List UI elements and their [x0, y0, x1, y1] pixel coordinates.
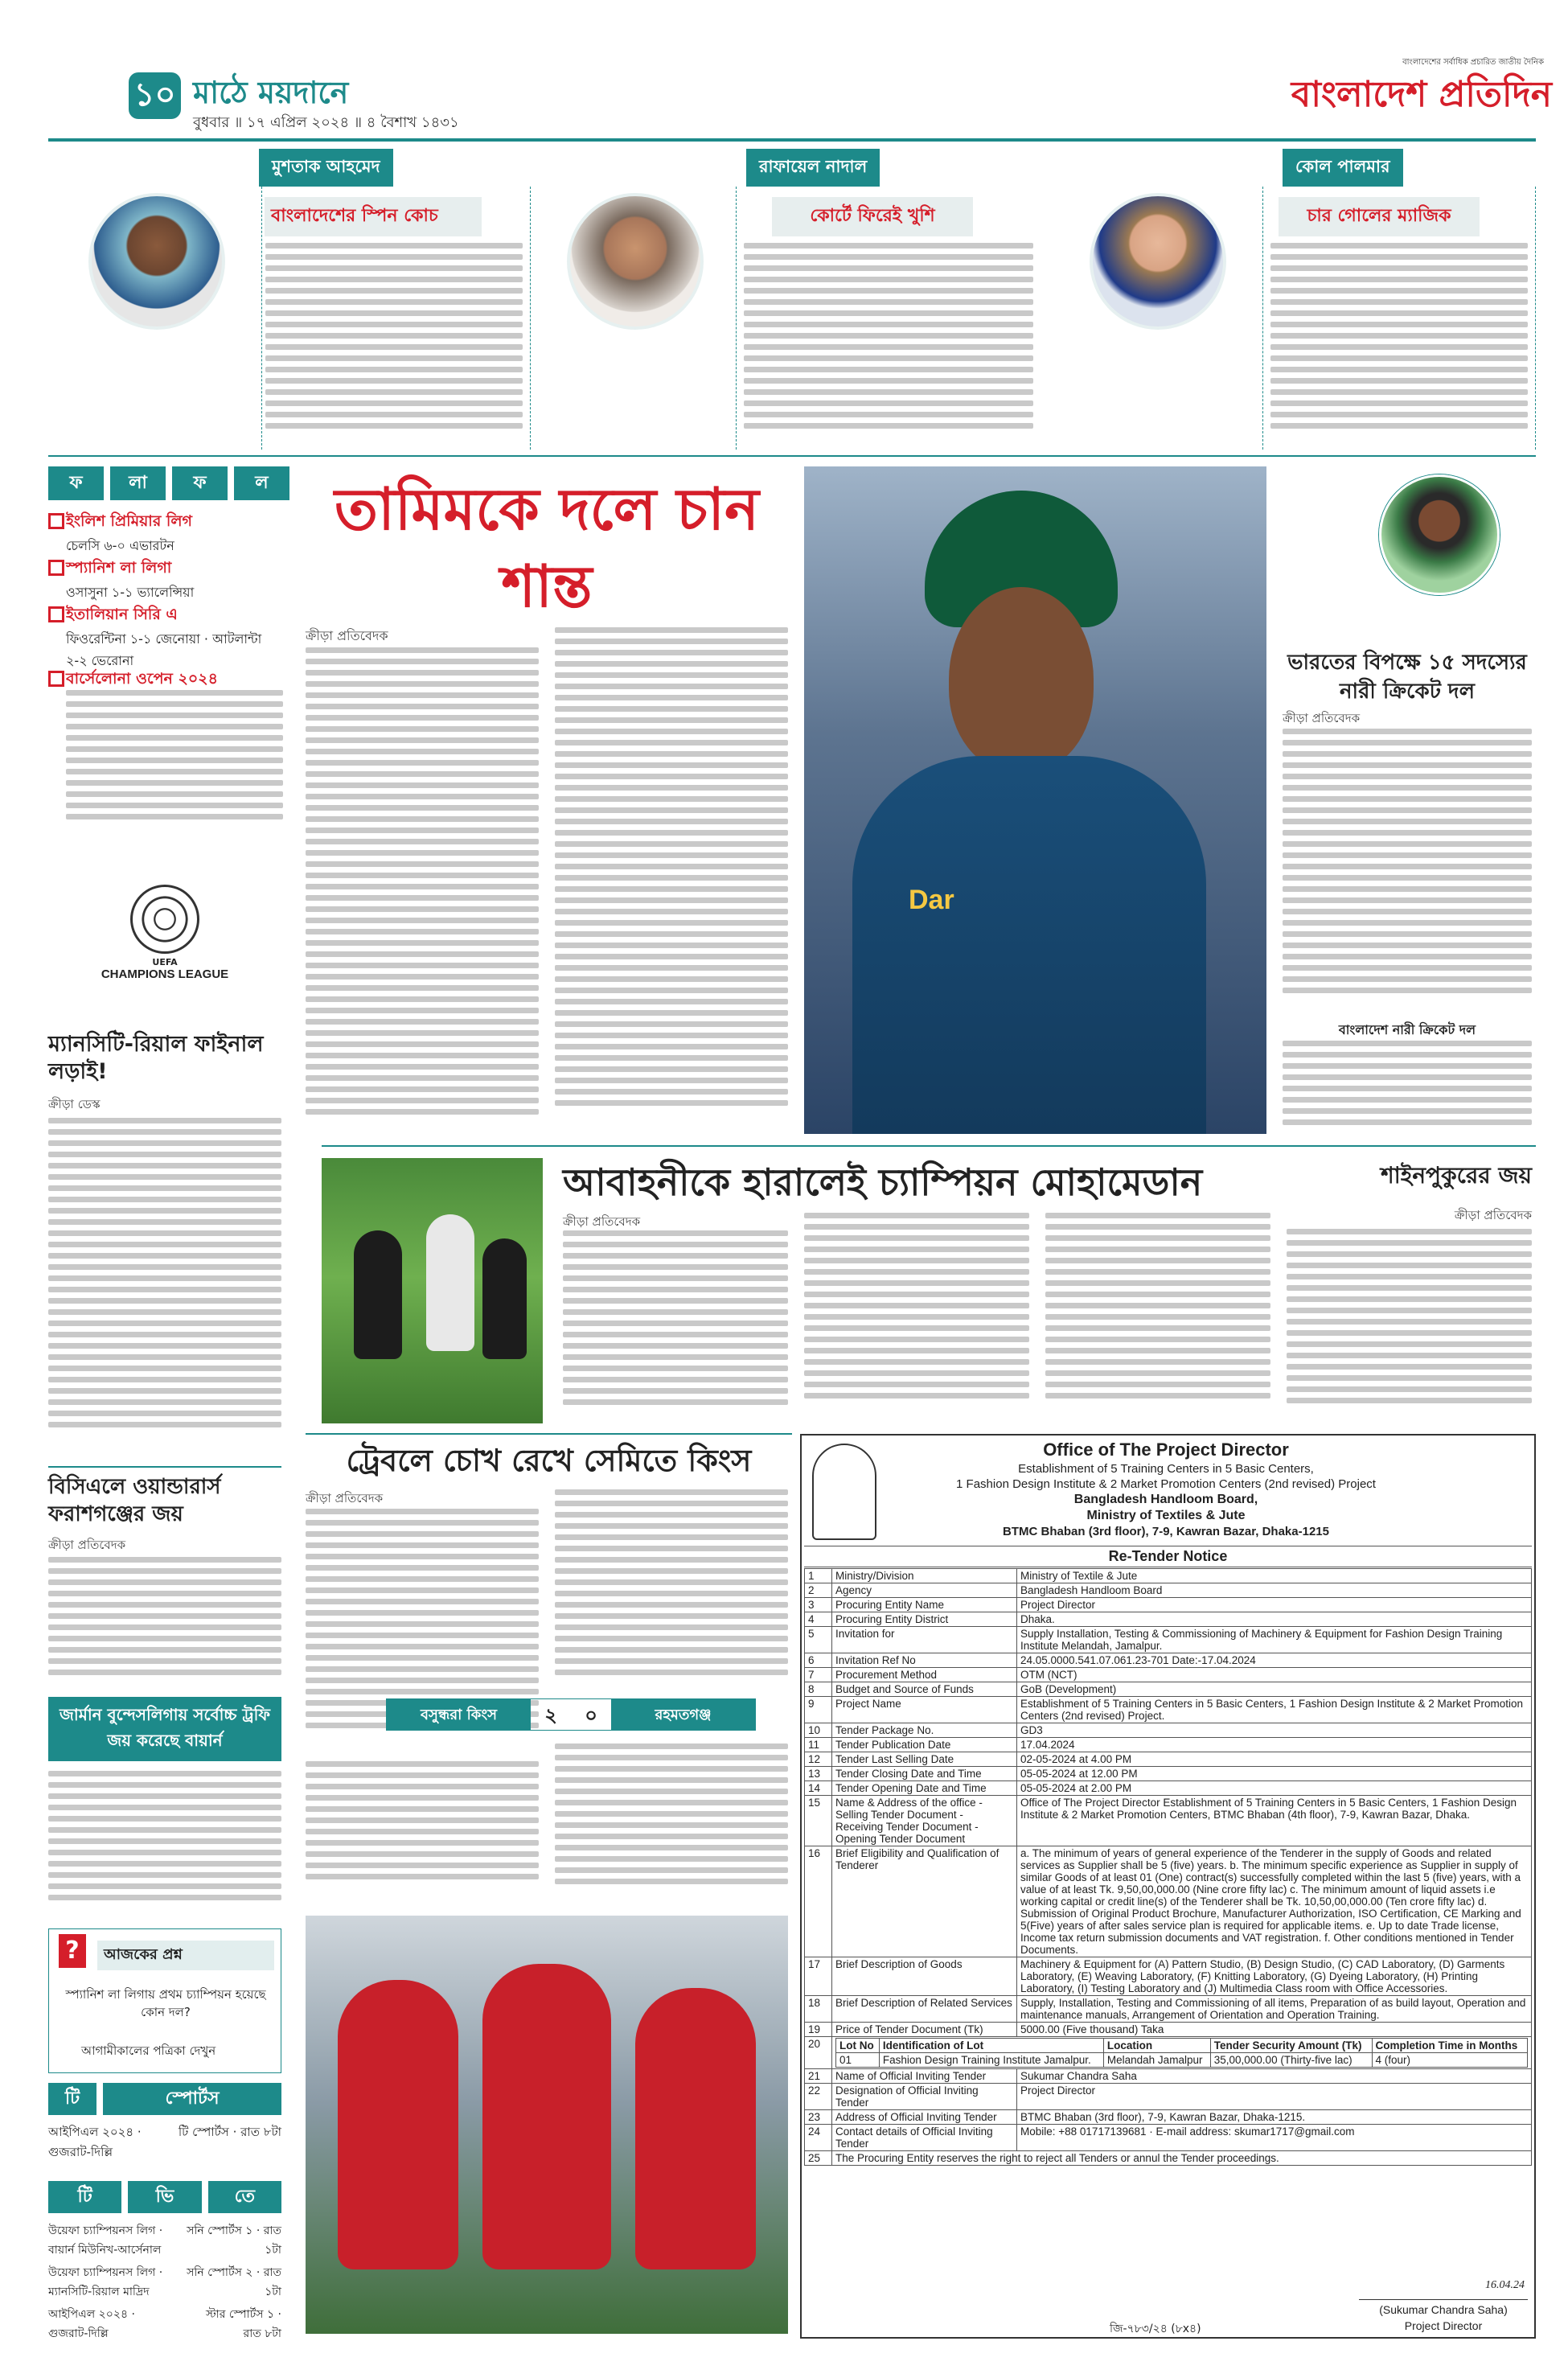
tender-lot-row: [836, 2053, 1528, 2068]
question-icon: ?: [59, 1934, 86, 1968]
result-score: ওসাসুনা ১-১ ভ্যালেন্সিয়া: [66, 585, 195, 600]
kings-headline: ট্রেবলে চোখ রেখে সেমিতে কিংস: [346, 1443, 752, 1478]
tender-row-label: Invitation for: [832, 1627, 1017, 1653]
tender-row-number: 14: [805, 1781, 832, 1796]
result-epl: [48, 510, 281, 557]
tender-row-number: 25: [805, 2151, 832, 2166]
tender-row-label: Project Name: [832, 1697, 1017, 1723]
women-headline: ভারতের বিপক্ষে ১৫ সদস্যের নারী ক্রিকেট দল: [1287, 651, 1527, 704]
tender-row: [805, 1846, 1532, 1957]
header: [48, 40, 1552, 153]
tender-row: [805, 1796, 1532, 1846]
question-text: স্প্যানিশ লা লিগায় প্রথম চ্যাম্পিয়ন হয়েছে কোন দল?: [65, 1987, 266, 2019]
sidebar-rule-1: [48, 1466, 281, 1468]
tender-row-label: Tender Package No.: [832, 1723, 1017, 1738]
bayern-body: [48, 1771, 281, 1916]
bcl-headline: বিসিএলে ওয়ান্ডারার্স ফরাশগঞ্জের জয়: [48, 1475, 221, 1526]
tender-row-label: Tender Opening Date and Time: [832, 1781, 1017, 1796]
tender-row-value: 05-05-2024 at 2.00 PM: [1017, 1781, 1532, 1796]
tender-row-number: 4: [805, 1612, 832, 1627]
tv-channel: সনি স্পোর্টস ১ · রাত ১টা: [187, 2224, 281, 2257]
profile-body-palmer: [1270, 243, 1528, 444]
tender-row-label: Name of Official Inviting Tender: [832, 2069, 1017, 2084]
tv-title-0: টি: [48, 2181, 121, 2213]
tender-row-label: Procurement Method: [832, 1668, 1017, 1682]
score-home-team: বসুন্ধরা কিংস: [387, 1699, 531, 1730]
tender-row-label: Tender Publication Date: [832, 1738, 1017, 1752]
tender-row-value: 17.04.2024: [1017, 1738, 1532, 1752]
tender-row-label: Contact details of Official Inviting Tender: [832, 2125, 1017, 2151]
tender-row-label: Brief Description of Goods: [832, 1957, 1017, 1996]
player-jersey: [852, 756, 1206, 1134]
ucl-byline: ক্রীড়া ডেস্ক: [48, 1097, 101, 1111]
mohammedan-photo: [322, 1158, 543, 1423]
profile-photo-nadal: [567, 193, 704, 330]
score-away-team: রহমতগঞ্জ: [611, 1699, 755, 1730]
tender-row-value: Supply, Installation, Testing and Commissioning of all items, Preparation of as build layout, Operation and maintenance manuals, Arrangement of Orientation and Operation Training.: [1017, 1996, 1532, 2023]
tv-row-2: [48, 2305, 281, 2343]
tender-row-number: 8: [805, 1682, 832, 1697]
tender-row-label: Tender Last Selling Date: [832, 1752, 1017, 1767]
tv-title-2: তে: [208, 2181, 281, 2213]
tender-row: [805, 1752, 1532, 1767]
women-squad-list: [1283, 1041, 1532, 1134]
women-player-photo: [1379, 474, 1500, 595]
profile-tag-nadal: রাফায়েল নাদাল: [746, 149, 880, 187]
mohammedan-headline: আবাহনীকে হারালেই চ্যাম্পিয়ন মোহামেডান: [563, 1160, 1203, 1204]
tender-row-number: 10: [805, 1723, 832, 1738]
tender-row-label: Brief Description of Related Services: [832, 1996, 1017, 2023]
tender-lot-head-loc: Location: [1103, 2039, 1210, 2053]
results-title-0: ফ: [48, 466, 104, 500]
mohammedan-byline: ক্রীড়া প্রতিবেদক: [563, 1214, 641, 1229]
tsports-title-bar: [48, 2083, 281, 2115]
tender-lot-sec: 35,00,000.00 (Thirty-five lac): [1210, 2053, 1372, 2068]
tender-row-value: Establishment of 5 Training Centers in 5 Basic Centers, 1 Fashion Design Institute & 2 Market Promotion Centers (2nd revised) Project.: [1017, 1697, 1532, 1723]
tender-row-value: GD3: [1017, 1723, 1532, 1738]
tender-lot-head-sec: Tender Security Amount (Tk): [1210, 2039, 1372, 2053]
tender-row-label: Ministry/Division: [832, 1569, 1017, 1583]
tender-row-value: Sukumar Chandra Saha: [1017, 2069, 1532, 2084]
result-score: ফিওরেন্টিনা ১-১ জেনোয়া · আটলান্টা ২-২ ভেরোনা: [66, 631, 262, 668]
tender-row: [805, 1668, 1532, 1682]
tender-row-number: 24: [805, 2125, 832, 2151]
tender-row-value: Ministry of Textile & Jute: [1017, 1569, 1532, 1583]
player-figure-3: [482, 1238, 527, 1359]
tender-row: [805, 1957, 1532, 1996]
tender-row-number: 23: [805, 2110, 832, 2125]
tender-row-number: 18: [805, 1996, 832, 2023]
tender-row: [805, 1627, 1532, 1653]
tsports-title-0: টি: [48, 2083, 96, 2115]
tender-row: [805, 2023, 1532, 2037]
tender-ad-code: জি-৭৮৩/২৪ (৮x৪): [1110, 2323, 1201, 2335]
result-league: ইতালিয়ান সিরি এ: [48, 603, 281, 629]
result-seriea: [48, 603, 281, 672]
profile-photo-mushtaq: [88, 193, 225, 330]
tender-row-number: 13: [805, 1767, 832, 1781]
tender-row-label: Address of Official Inviting Tender: [832, 2110, 1017, 2125]
tender-row-label: Procuring Entity Name: [832, 1598, 1017, 1612]
player-figure-2: [426, 1214, 474, 1351]
tender-row-number: 19: [805, 2023, 832, 2037]
tender-table: [804, 1568, 1532, 2166]
tender-row-number: 20: [805, 2037, 832, 2069]
tender-row: [805, 1781, 1532, 1796]
tender-row-label: Tender Closing Date and Time: [832, 1767, 1017, 1781]
tender-row-number: 15: [805, 1796, 832, 1846]
women-byline: ক্রীড়া প্রতিবেদক: [1283, 711, 1361, 725]
player-sponsor: Dar: [909, 885, 954, 915]
main-byline: ক্রীড়া প্রতিবেদক: [306, 628, 388, 643]
bayern-headline: জার্মান বুন্দেসলিগায় সর্বোচ্চ ট্রফি জয় করেছে বায়ার্ন: [60, 1705, 270, 1750]
tender-row-value: The Procuring Entity reserves the right to reject all Tenders or annul the Tender proceedings.: [832, 2151, 1532, 2166]
tender-row: [805, 1723, 1532, 1738]
mohammedan-col-3: [1045, 1213, 1270, 1423]
tender-lot-table: [835, 2038, 1528, 2068]
tender-row-value: Mobile: +88 01717139681 · E-mail address: skumar1717@gmail.com: [1017, 2125, 1532, 2151]
shainpukur-body: [1287, 1229, 1532, 1423]
tender-signature: [1359, 2276, 1528, 2300]
kings-scorebox: [386, 1698, 756, 1731]
profile-headline-nadal: কোর্টে ফিরেই খুশি: [772, 197, 973, 236]
profile-photo-palmer: [1090, 193, 1226, 330]
tv-title-1: ভি: [128, 2181, 201, 2213]
tender-lot-time: 4 (four): [1372, 2053, 1527, 2068]
tender-row: [805, 2069, 1532, 2084]
tender-row-number: 7: [805, 1668, 832, 1682]
tender-row-label: Invitation Ref No: [832, 1653, 1017, 1668]
tender-board: Bangladesh Handloom Board,: [1073, 1493, 1258, 1506]
tender-row-number: 16: [805, 1846, 832, 1957]
result-score: চেলসি ৬-০ এভারটন: [66, 538, 174, 553]
tender-notice-title: Re-Tender Notice: [804, 1546, 1532, 1567]
tender-row-value: Bangladesh Handloom Board: [1017, 1583, 1532, 1598]
header-rule: [48, 138, 1536, 142]
tender-row-number: 2: [805, 1583, 832, 1598]
tender-row: [805, 2151, 1532, 2166]
ucl-logo-text: CHAMPIONS LEAGUE: [101, 967, 229, 981]
tender-row-number: 6: [805, 1653, 832, 1668]
bayern-headline-box: [48, 1697, 281, 1761]
tender-row-value: 5000.00 (Five thousand) Taka: [1017, 2023, 1532, 2037]
tender-row-value: 05-05-2024 at 12.00 PM: [1017, 1767, 1532, 1781]
results-title-3: ল: [234, 466, 289, 500]
women-body: [1283, 729, 1532, 1010]
tender-lot-loc: Melandah Jamalpur: [1103, 2053, 1210, 2068]
page-number: ১০: [133, 76, 176, 113]
score-home-goals: ২: [544, 1704, 557, 1727]
tender-row-value: Office of The Project Director Establishment of 5 Training Centers in 5 Basic Centers, 1 Fashion Design Institute & 2 Market Promotion Centers, BTMC Bhaban (4th floor), 7-9, Kawran Bazar, Dhaka.: [1017, 1796, 1532, 1846]
tender-row-value: a. The minimum of years of general experience of the Tenderer in the supply of Goods and related services as Supplier shall be 5 (five) years. b. The minimum specific experience as Supplier in supply of similar Goods of at least 01 (One) contract(s) successfully completed within the last 5 (five) years, with a value of at least Tk. 9,50,00,000.00 (Nine crore fifty lac) c. The minimum amount of liquid assets i.e working capital or credit line(s) of the Tenderer shall be Tk. 10,50,00,000.00 (Ten crore fifty lac) d. Submission of Original Product Brochure, Manufacturer Authorization, ISO Certification, CE Marking and 5(Five) years of after sales service plan is required for applicable items. e. Up to date Trade license, Income tax return submission documents and VAT registration. f. Other conditions mentioned in Tender Documents.: [1017, 1846, 1532, 1957]
tender-row-number: 5: [805, 1627, 832, 1653]
result-laliga: [48, 557, 281, 604]
tender-subtitle-1: Establishment of 5 Training Centers in 5 Basic Centers,: [1018, 1462, 1314, 1476]
tv-event: উয়েফা চ্যাম্পিয়নস লিগ · বায়ার্ন মিউনিখ-আর্সেনাল: [48, 2224, 163, 2257]
result-league: ইংলিশ প্রিমিয়ার লিগ: [48, 510, 281, 536]
tender-subtitle-2: 1 Fashion Design Institute & 2 Market Promotion Centers (2nd revised) Project: [956, 1477, 1376, 1491]
tender-row-label: Procuring Entity District: [832, 1612, 1017, 1627]
tv-channel: স্টার স্পোর্টস ১ · রাত ৮টা: [205, 2308, 281, 2340]
sign-date: 16.04.24: [1485, 2279, 1525, 2291]
tv-event: উয়েফা চ্যাম্পিয়নস লিগ · ম্যানসিটি-রিয়াল মাদ্রিদ: [48, 2266, 163, 2298]
tender-row-label: Name & Address of the office - Selling Tender Document - Receiving Tender Document - Opening Tender Document: [832, 1796, 1017, 1846]
masthead-logo: বাংলাদেশ প্রতিদিন: [1291, 74, 1552, 115]
results-title-2: ফ: [172, 466, 228, 500]
tender-row: [805, 1738, 1532, 1752]
tender-row-value: GoB (Development): [1017, 1682, 1532, 1697]
ucl-body: [48, 1118, 281, 1440]
masthead-tagline: বাংলাদেশের সর্বাধিক প্রচারিত জাতীয় দৈনিক: [1402, 58, 1544, 67]
tender-sign-title: Project Director: [1404, 2319, 1483, 2332]
main-body-col-1: [306, 647, 539, 1134]
tender-row: [805, 1583, 1532, 1598]
women-squad-title: বাংলাদেশ নারী ক্রিকেট দল: [1338, 1022, 1476, 1037]
ucl-logo: [88, 885, 241, 1005]
tender-row-number: 12: [805, 1752, 832, 1767]
shainpukur-byline: ক্রীড়া প্রতিবেদক: [1454, 1208, 1532, 1222]
main-headline: তামিমকে দলে চান শান্ত: [334, 475, 759, 620]
profile-body-mushtaq: [265, 243, 523, 444]
tender-row-number: 3: [805, 1598, 832, 1612]
question-note: আগামীকালের পত্রিকা দেখুন: [81, 2043, 216, 2058]
tender-row: [805, 1598, 1532, 1612]
kings-col-3: [555, 1744, 788, 1904]
tv-title-bar: [48, 2181, 281, 2213]
tender-row-value: 24.05.0000.541.07.061.23-701 Date:-17.04.2024: [1017, 1653, 1532, 1668]
ucl-headline: ম্যানসিটি-রিয়াল ফাইনাল লড়াই!: [48, 1032, 264, 1084]
tender-lot-head-lot: Lot No: [836, 2039, 880, 2053]
tv-channel: সনি স্পোর্টস ২ · রাত ১টা: [187, 2266, 281, 2298]
kings-photo: [306, 1916, 788, 2334]
page-number-badge: [129, 72, 181, 119]
tender-row-label: Budget and Source of Funds: [832, 1682, 1017, 1697]
tender-row: [805, 1697, 1532, 1723]
tsports-event: আইপিএল ২০২৪ · গুজরাট-দিল্লি: [48, 2125, 142, 2159]
question-title: আজকের প্রশ্ন: [97, 1941, 274, 1970]
tender-row-value: Project Director: [1017, 1598, 1532, 1612]
shainpukur-headline: শাইনপুকুরের জয়: [1381, 1162, 1532, 1189]
tender-row-label: Price of Tender Document (Tk): [832, 2023, 1017, 2037]
tender-row-label: Agency: [832, 1583, 1017, 1598]
main-photo-tamim: [804, 466, 1266, 1134]
tender-row: [805, 2110, 1532, 2125]
mid-rule: [322, 1145, 1536, 1147]
ucl-logo-small: UEFA: [152, 957, 178, 967]
tender-row-label: Brief Eligibility and Qualification of Tenderer: [832, 1846, 1017, 1957]
tender-office: Office of The Project Director: [1043, 1440, 1289, 1460]
ucl-ball-icon: [130, 885, 199, 954]
player-figure-1: [354, 1230, 402, 1359]
tender-row: [805, 1996, 1532, 2023]
tender-row: [805, 1612, 1532, 1627]
tender-row-number: 17: [805, 1957, 832, 1996]
tender-row-value: Supply Installation, Testing & Commissioning of Machinery & Equipment for Fashion Design Training Institute Melandah, Jamalpur.: [1017, 1627, 1532, 1653]
tender-row-number: 9: [805, 1697, 832, 1723]
player-red-3: [635, 1988, 756, 2269]
section-title: মাঠে ময়দানে: [193, 75, 349, 110]
tender-row-value: Project Director: [1017, 2084, 1532, 2110]
tender-lot-lot: 01: [836, 2053, 880, 2068]
barcelona-open-body: [66, 690, 283, 843]
tender-row: [805, 2125, 1532, 2151]
kings-byline: ক্রীড়া প্রতিবেদক: [306, 1491, 384, 1505]
tender-emblem: [812, 1444, 876, 1540]
tv-row-0: [48, 2221, 281, 2260]
tender-row-number: 11: [805, 1738, 832, 1752]
mohammedan-col-1: [563, 1230, 788, 1423]
tender-row-number: 22: [805, 2084, 832, 2110]
tender-row-number: 21: [805, 2069, 832, 2084]
tender-lot-head-time: Completion Time in Months: [1372, 2039, 1527, 2053]
tender-row: [805, 1569, 1532, 1583]
tender-ministry: Ministry of Textiles & Jute: [1086, 1509, 1246, 1522]
tsports-channel: টি স্পোর্টস · রাত ৮টা: [178, 2125, 281, 2139]
score-away-goals: ০: [585, 1704, 597, 1727]
tender-lot-header: [805, 2037, 1532, 2069]
kings-rule: [306, 1433, 792, 1435]
player-red-2: [482, 1964, 611, 2269]
tender-row-value: 02-05-2024 at 4.00 PM: [1017, 1752, 1532, 1767]
tender-lot-head-ident: Identification of Lot: [879, 2039, 1103, 2053]
tsports-row: [48, 2123, 281, 2163]
profile-tag-mushtaq: মুশতাক আহমেদ: [259, 149, 393, 187]
kings-col-4: [306, 1761, 539, 1904]
profile-headline-mushtaq: বাংলাদেশের স্পিন কোচ: [265, 197, 482, 236]
bcl-byline: ক্রীড়া প্রতিবেদক: [48, 1538, 126, 1552]
tender-row-value: BTMC Bhaban (3rd floor), 7-9, Kawran Bazar, Dhaka-1215.: [1017, 2110, 1532, 2125]
tender-lot-cell: [832, 2037, 1532, 2069]
tender-row-value: Dhaka.: [1017, 1612, 1532, 1627]
results-title-bar: [48, 466, 289, 500]
issue-date: বুধবার ॥ ১৭ এপ্রিল ২০২৪ ॥ ৪ বৈশাখ ১৪৩১: [193, 114, 459, 131]
tender-row: [805, 1653, 1532, 1668]
tender-row: [805, 1682, 1532, 1697]
profile-tag-palmer: কোল পালমার: [1283, 149, 1403, 187]
result-league: স্প্যানিশ লা লিগা: [48, 557, 281, 582]
player-red-1: [338, 1980, 458, 2269]
tender-row: [805, 2084, 1532, 2110]
result-league: বার্সেলোনা ওপেন ২০২৪: [48, 667, 281, 693]
tender-sign-name: (Sukumar Chandra Saha): [1379, 2303, 1508, 2316]
bcl-body: [48, 1557, 281, 1694]
tender-row: [805, 1767, 1532, 1781]
tender-lot-ident: Fashion Design Training Institute Jamalpur.: [879, 2053, 1103, 2068]
profile-headline-palmer: চার গোলের ম্যাজিক: [1279, 197, 1480, 236]
main-body-col-2: [555, 627, 788, 1134]
tsports-title-1: স্পোর্টস: [103, 2083, 281, 2115]
tender-row-number: 1: [805, 1569, 832, 1583]
player-face: [949, 587, 1094, 772]
tv-event: আইপিএল ২০২৪ · গুজরাট-দিল্লি: [48, 2308, 135, 2340]
results-title-1: লা: [110, 466, 166, 500]
profile-strip-rule: [48, 455, 1536, 457]
kings-col-2: [555, 1489, 788, 1698]
tender-row-value: Machinery & Equipment for (A) Pattern Studio, (B) Design Studio, (C) CAD Laboratory, (D) Garments Laboratory, (E) Weaving Laboratory, (F) Knitting Laboratory, (G) Dyeing Laboratory, (H) Printing Laboratory, (I) Testing Laboratory and (J) Multimedia Class room with Office Accessories.: [1017, 1957, 1532, 1996]
question-box: [48, 1928, 281, 2073]
tender-row-value: OTM (NCT): [1017, 1668, 1532, 1682]
tv-row-1: [48, 2263, 281, 2302]
tender-row-label: Designation of Official Inviting Tender: [832, 2084, 1017, 2110]
mohammedan-col-2: [804, 1213, 1029, 1423]
profile-body-nadal: [744, 243, 1033, 444]
tender-address: BTMC Bhaban (3rd floor), 7-9, Kawran Bazar, Dhaka-1215: [1003, 1525, 1329, 1538]
tender-lot-head-row: [836, 2039, 1528, 2053]
